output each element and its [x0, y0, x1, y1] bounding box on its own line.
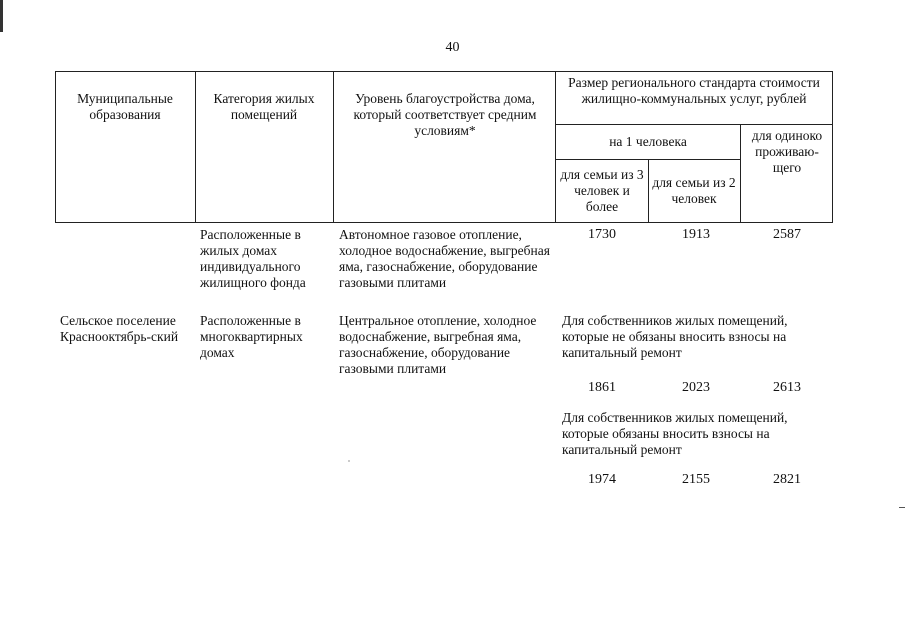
right-edge-mark	[899, 507, 905, 508]
header-standard-size: Размер регионального стандарта стоимости жилищно-коммунальных услуг, рублей	[568, 75, 820, 106]
page-number: 40	[445, 40, 460, 55]
row1-level: Автономное газовое отопление, холодное водоснабжение, выгребная яма, газоснабжение, оборудование газовыми плитами	[339, 227, 550, 290]
header-category: Категория жилых помещений	[213, 91, 315, 122]
row2-value-family-2-obliged: 2155	[682, 472, 710, 487]
row2-value-single-not-obliged: 2613	[773, 380, 801, 395]
header-per-person: на 1 человека	[609, 134, 687, 149]
note-not-obliged: Для собственников жилых помещений, которые не обязаны вносить взносы на капитальный ремонт	[562, 313, 788, 360]
row1-value-single: 2587	[773, 227, 801, 242]
row2-value-family-2-not-obliged: 2023	[682, 380, 710, 395]
header-family-3: для семьи из 3 человек и более	[560, 167, 644, 214]
header-single: для одиноко проживаю-щего	[751, 128, 823, 175]
header-level: Уровень благоустройства дома, который соответствует средним условиям*	[353, 91, 537, 138]
row2-municipality: Сельское поселение Краснооктябрь-ский	[60, 313, 179, 344]
row2-category: Расположенные в многоквартирных домах	[200, 313, 303, 360]
row2-value-single-obliged: 2821	[773, 472, 801, 487]
row1-value-family-3: 1730	[588, 227, 616, 242]
row2-level: Центральное отопление, холодное водоснабжение, выгребная яма, газоснабжение, оборудование газовыми плитами	[339, 313, 537, 376]
scan-speck	[348, 460, 350, 462]
note-obliged: Для собственников жилых помещений, которые обязаны вносить взносы на капитальный ремонт	[562, 410, 788, 457]
row1-value-family-2: 1913	[682, 227, 710, 242]
row2-value-family-3-obliged: 1974	[588, 472, 616, 487]
header-family-2: для семьи из 2 человек	[652, 175, 736, 206]
row1-category: Расположенные в жилых домах индивидуального жилищного фонда	[200, 227, 306, 290]
header-municipalities: Муниципальные образования	[77, 91, 173, 122]
left-edge-mark	[0, 0, 3, 32]
row2-value-family-3-not-obliged: 1861	[588, 380, 616, 395]
